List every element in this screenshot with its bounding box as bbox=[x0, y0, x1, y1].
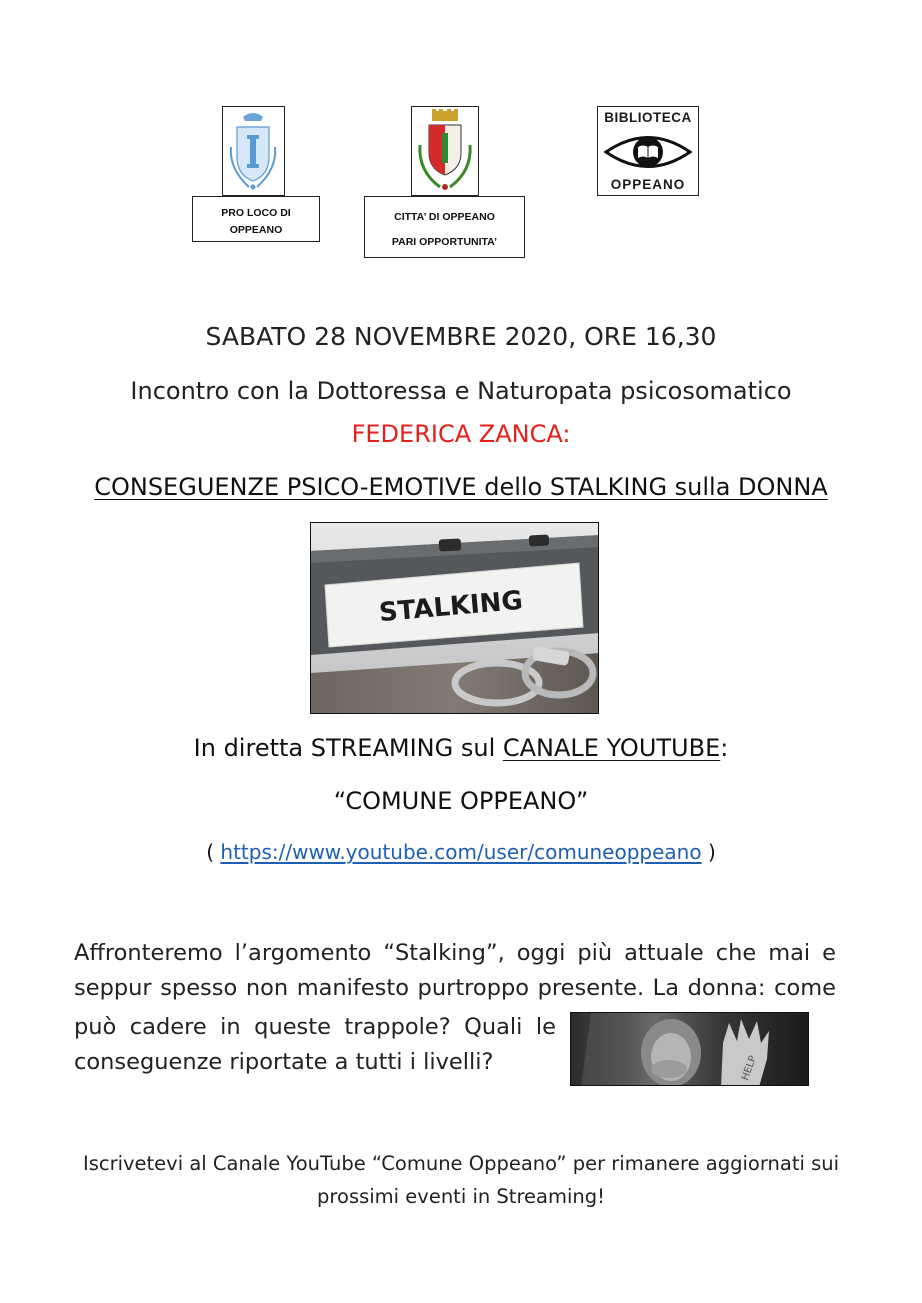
channel-name: “COMUNE OPPEANO” bbox=[333, 787, 589, 815]
pro-loco-shield-icon bbox=[223, 107, 284, 195]
body-line-2: seppur spesso non manifesto purtroppo presente. La donna: come bbox=[74, 975, 836, 1001]
streaming-line bbox=[0, 734, 922, 762]
streaming-suffix: : bbox=[720, 734, 729, 762]
url-open-paren: ( bbox=[206, 840, 221, 864]
citta-label-line2: PARI OPPORTUNITA’ bbox=[391, 236, 498, 248]
speaker-name: FEDERICA ZANCA: bbox=[351, 420, 571, 448]
binder-label: STALKING bbox=[377, 585, 524, 629]
binder-handcuffs-image bbox=[311, 523, 599, 714]
help-photo bbox=[570, 1012, 809, 1086]
pro-loco-label-line2: OPPEANO bbox=[229, 224, 283, 236]
body-line-3: può cadere in queste trappole? Quali le bbox=[74, 1014, 556, 1040]
frightened-woman-image bbox=[571, 1013, 809, 1086]
body-line-1: Affronteremo l’argomento “Stalking”, oggi più attuale che mai e bbox=[74, 940, 836, 966]
event-topic-text: CONSEGUENZE PSICO-EMOTIVE dello STALKING sulla DONNA bbox=[94, 473, 828, 501]
stalking-binder-photo bbox=[310, 522, 599, 714]
biblioteca-logo bbox=[597, 106, 699, 196]
city-crest-icon bbox=[412, 107, 478, 195]
event-date: SABATO 28 NOVEMBRE 2020, ORE 16,30 bbox=[205, 322, 717, 351]
footer-line-1: Iscrivetevi al Canale YouTube “Comune Oppeano” per rimanere aggiornati sui bbox=[82, 1152, 840, 1175]
eye-book-icon bbox=[602, 129, 694, 175]
youtube-channel-link[interactable]: CANALE YOUTUBE bbox=[502, 734, 721, 762]
pro-loco-label-line1: PRO LOCO DI bbox=[221, 207, 291, 219]
pro-loco-logo bbox=[222, 106, 285, 196]
biblioteca-subtitle: OPPEANO bbox=[610, 177, 686, 192]
youtube-url-link[interactable]: https://www.youtube.com/user/comuneoppeano bbox=[220, 840, 702, 864]
body-line-4: conseguenze riportate a tutti i livelli? bbox=[74, 1049, 494, 1075]
help-hand-text: HELP bbox=[739, 1054, 759, 1083]
pro-loco-label bbox=[192, 196, 320, 242]
citta-label-line1: CITTA’ DI OPPEANO bbox=[394, 211, 495, 223]
youtube-url-line bbox=[0, 840, 922, 864]
url-close-paren: ) bbox=[701, 840, 716, 864]
meeting-description: Incontro con la Dottoressa e Naturopata psicosomatico bbox=[130, 377, 792, 405]
citta-oppeano-logo bbox=[411, 106, 479, 196]
citta-oppeano-label bbox=[364, 196, 525, 258]
biblioteca-title: BIBLIOTECA bbox=[604, 110, 692, 125]
event-topic bbox=[0, 473, 922, 501]
streaming-prefix: In diretta STREAMING sul bbox=[193, 734, 503, 762]
footer-line-2: prossimi eventi in Streaming! bbox=[317, 1185, 605, 1208]
